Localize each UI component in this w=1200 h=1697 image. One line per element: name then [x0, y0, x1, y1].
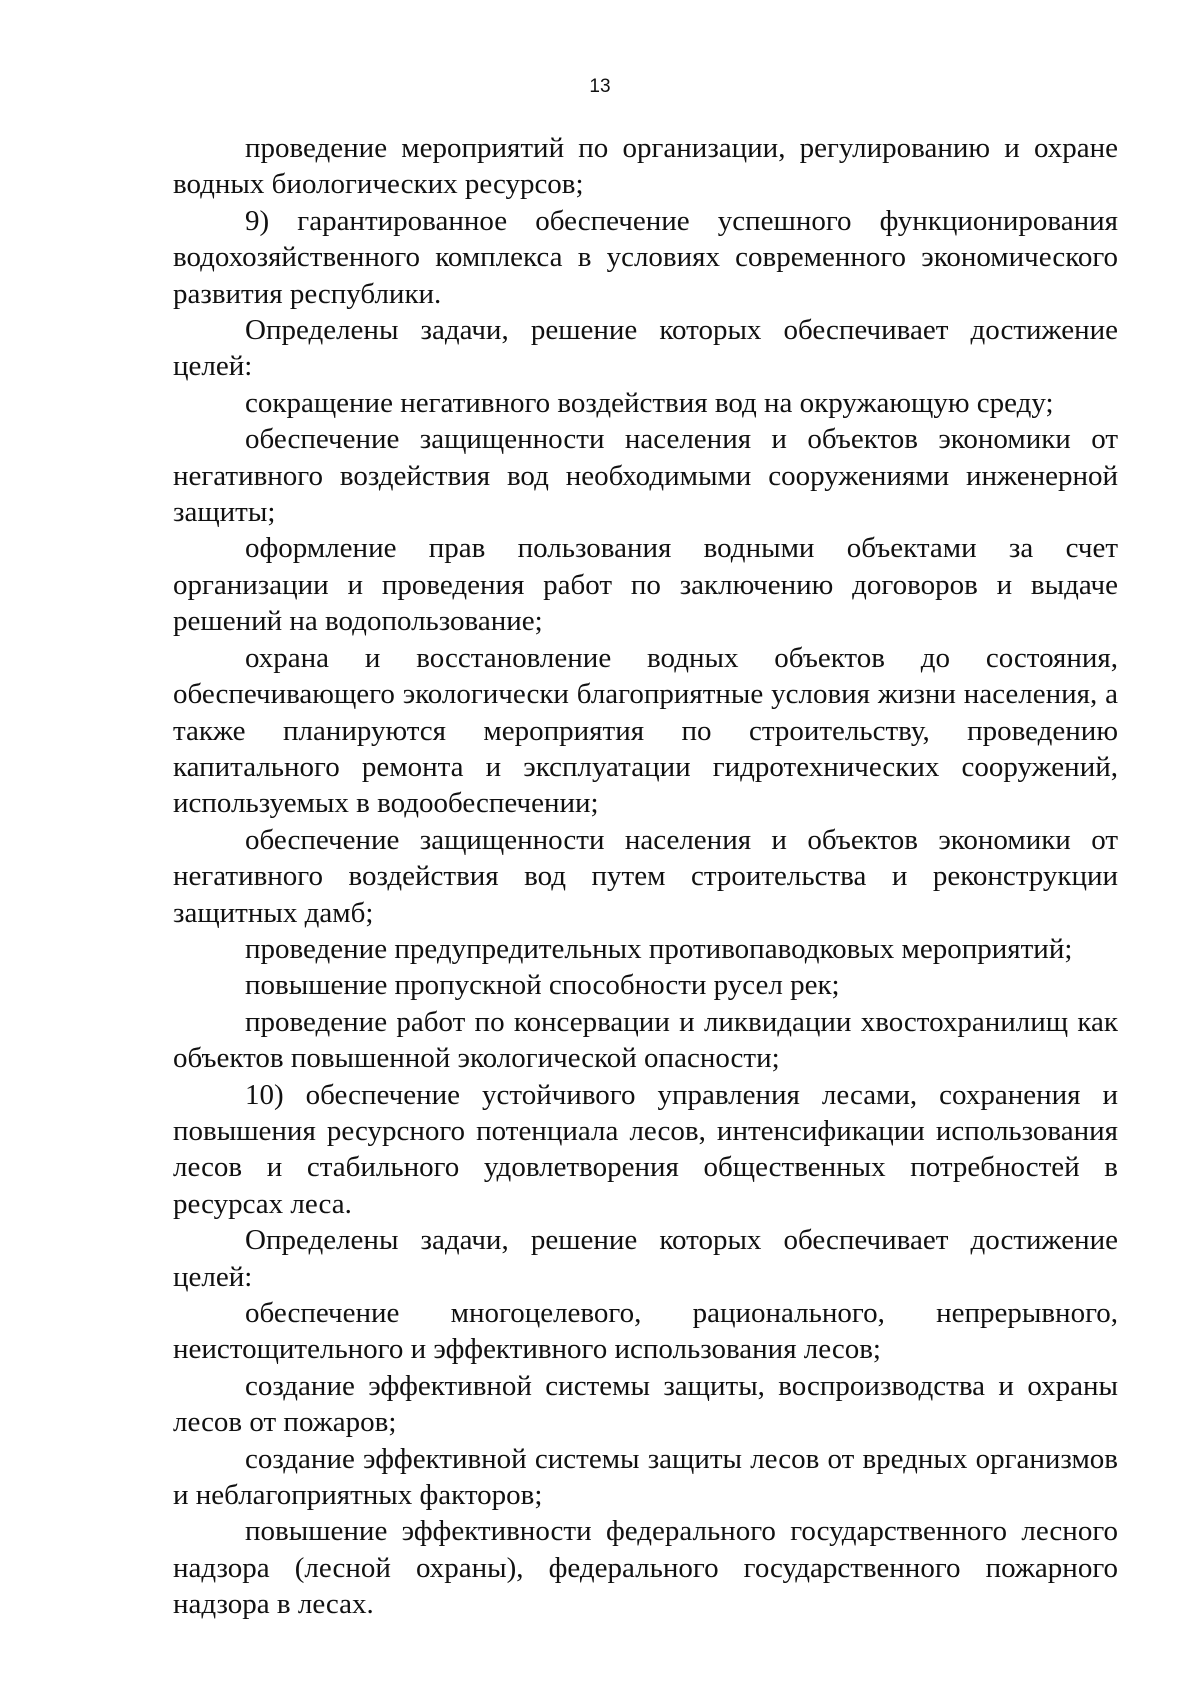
- paragraph: создание эффективной системы защиты лесов от вредных организмов и неблагоприятных факторов;: [173, 1442, 1118, 1512]
- page-number: 13: [589, 76, 611, 97]
- paragraph: оформление прав пользования водными объектами за счет организации и проведения работ по заключению договоров и выдаче решений на водопользование;: [173, 532, 1118, 638]
- paragraph: обеспечение многоцелевого, рационального, непрерывного, неистощительного и эффективного использования лесов;: [173, 1297, 1118, 1366]
- paragraph: 10) обеспечение устойчивого управления лесами, сохранения и повышения ресурсного потенциала лесов, интенсификации использования лесов и стабильного удовлетворения общественных потребностей в ресурсах леса.: [173, 1078, 1118, 1220]
- paragraph: обеспечение защищенности населения и объектов экономики от негативного воздействия вод необходимыми сооружениями инженерной защиты;: [173, 423, 1118, 529]
- paragraph: 9) гарантированное обеспечение успешного функционирования водохозяйственного комплекса в условиях современного экономического развития республики.: [173, 204, 1118, 310]
- paragraph: Определены задачи, решение которых обеспечивает достижение целей:: [173, 1224, 1118, 1293]
- paragraph: Определены задачи, решение которых обеспечивает достижение целей:: [173, 314, 1118, 383]
- paragraph: создание эффективной системы защиты, воспроизводства и охраны лесов от пожаров;: [173, 1369, 1118, 1439]
- paragraph: повышение пропускной способности русел рек;: [245, 969, 840, 1002]
- paragraph: проведение предупредительных противопаводковых мероприятий;: [245, 932, 1073, 965]
- paragraph: охрана и восстановление водных объектов до состояния, обеспечивающего экологически благоприятные условия жизни населения, а также планируются мероприятия по строительству, проведению капитального ремонта и эксплуатации гидротехнических сооружений, используемых в водообеспечении;: [173, 641, 1118, 820]
- document-body: [173, 130, 1118, 1623]
- paragraph: проведение мероприятий по организации, регулированию и охране водных биологических ресурсов;: [173, 132, 1118, 201]
- paragraph: обеспечение защищенности населения и объектов экономики от негативного воздействия вод путем строительства и реконструкции защитных дамб;: [173, 823, 1118, 929]
- paragraph: проведение работ по консервации и ликвидации хвостохранилищ как объектов повышенной экологической опасности;: [173, 1005, 1118, 1075]
- paragraph: повышение эффективности федерального государственного лесного надзора (лесной охраны), федерального государственного пожарного надзора в лесах.: [173, 1515, 1118, 1621]
- paragraph: сокращение негативного воздействия вод на окружающую среду;: [245, 386, 1054, 419]
